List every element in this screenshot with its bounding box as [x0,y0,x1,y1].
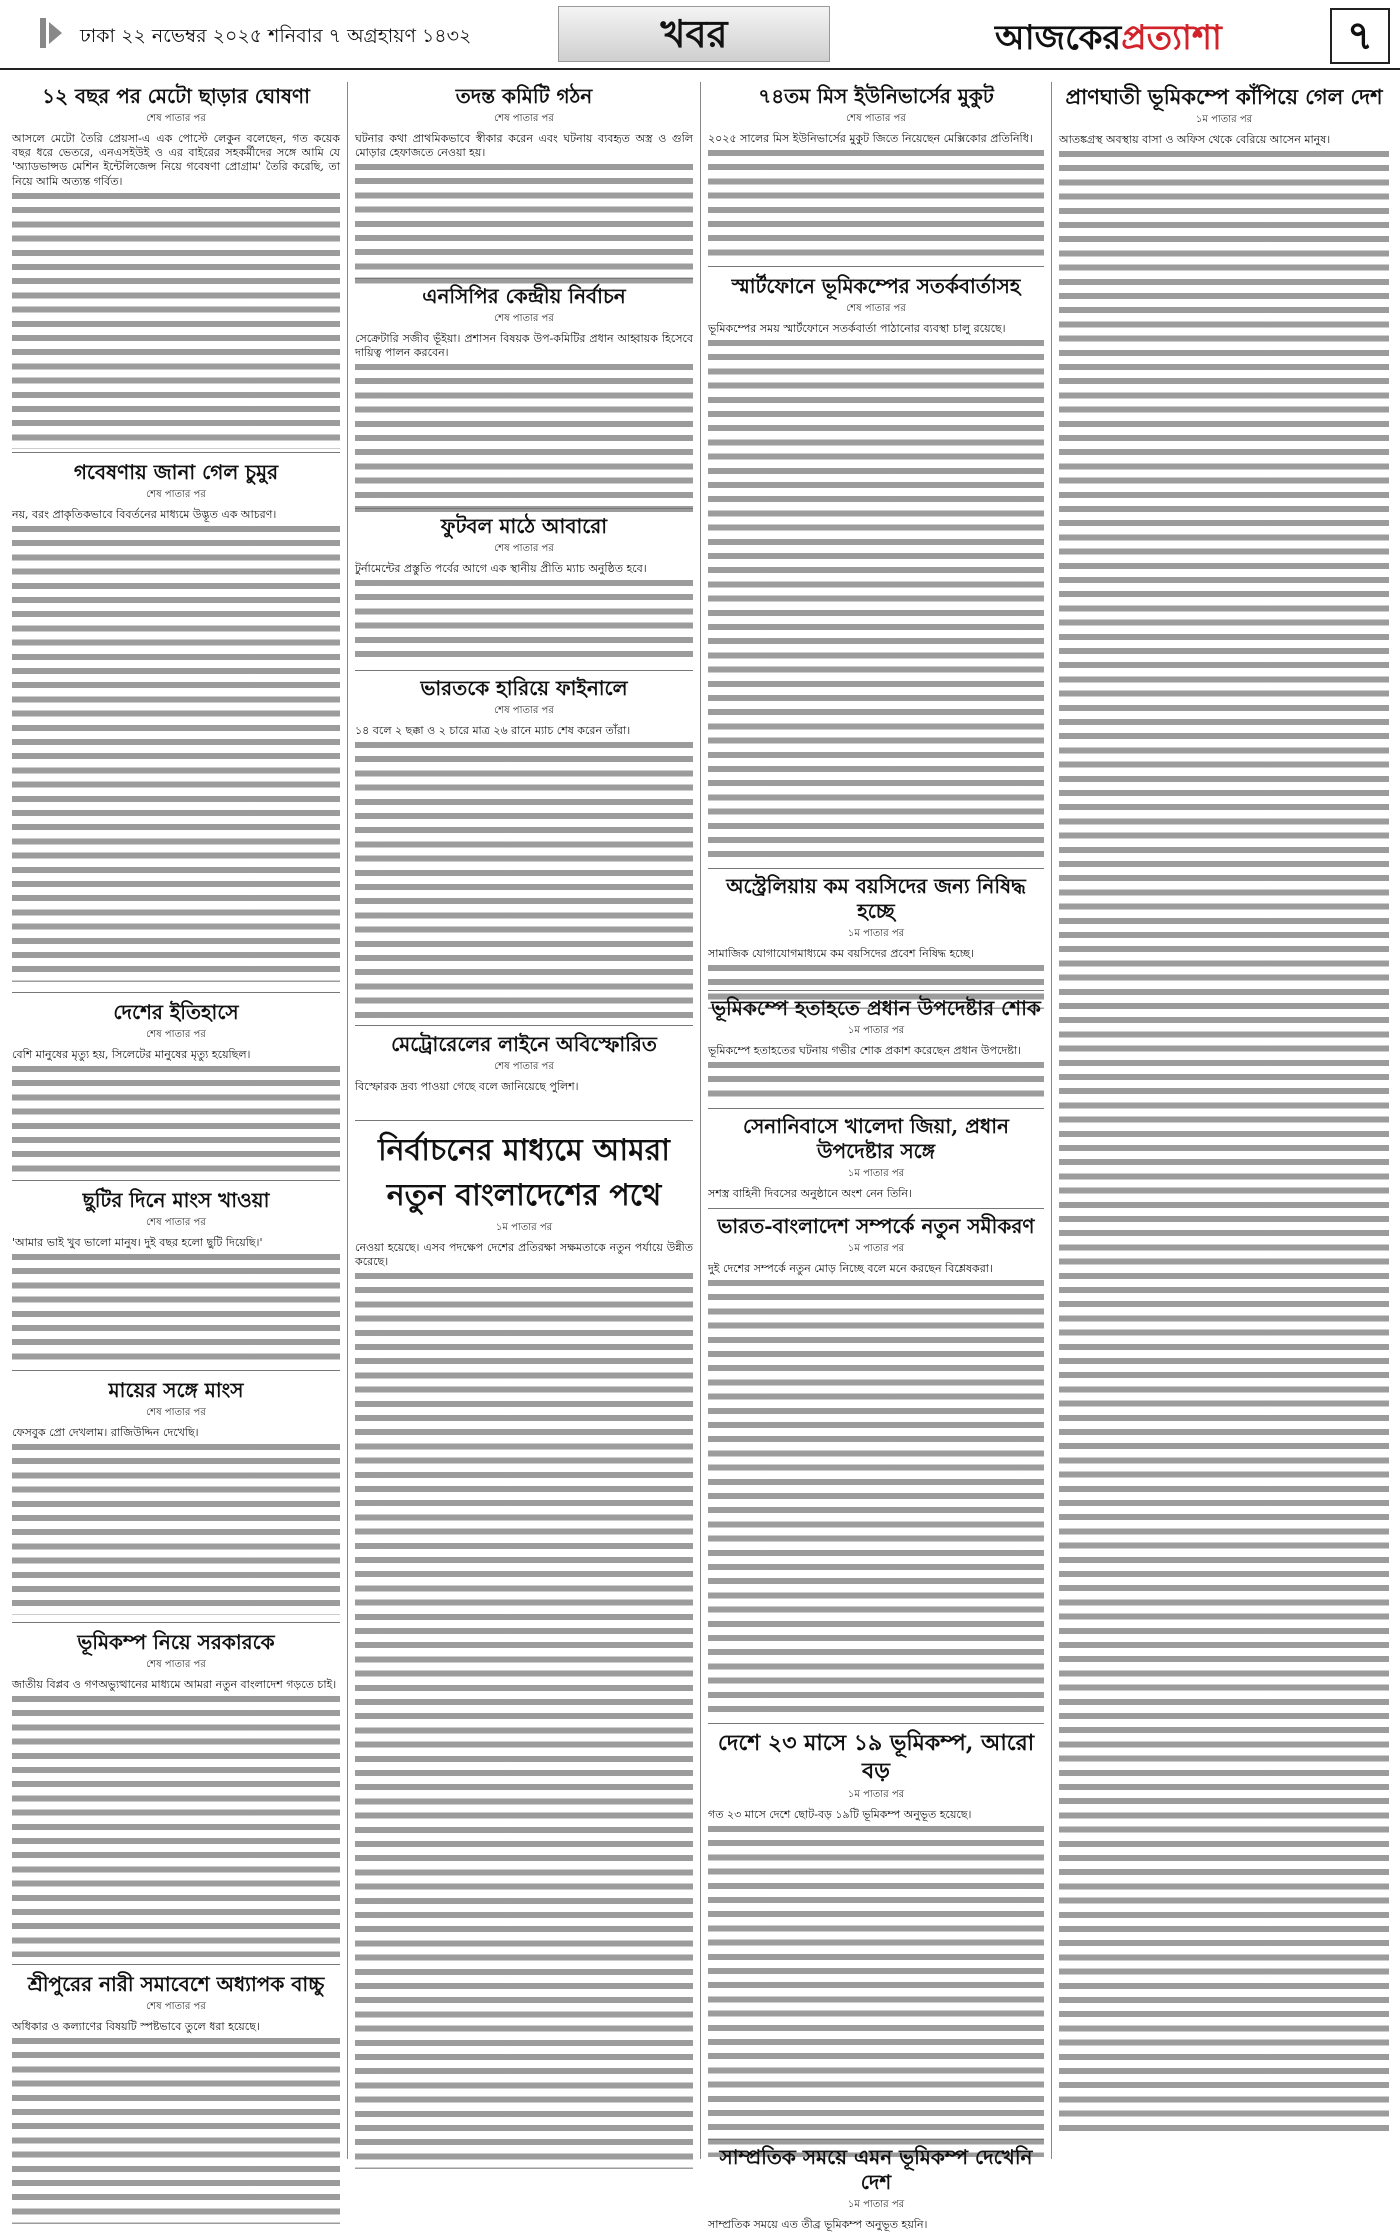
article-body [708,1058,1044,1103]
article [355,512,693,664]
divider [708,1108,1044,1109]
continued-label: শেষ পাতার পর [146,113,206,124]
divider [12,452,340,453]
article-lead: গত ২৩ মাসে দেশে ছোট-বড় ১৯টি ভূমিকম্প অনুভূত হয়েছে। [708,1808,972,1821]
continued-label: শেষ পাতার পর [146,1217,206,1228]
article [708,1112,1044,1202]
article-body [355,160,693,285]
continued-label: ১ম পাতার পর [847,1025,905,1036]
article-headline: ছুটির দিনে মাংস খাওয়া [82,1188,270,1212]
article-lead: সেক্রেটারি সজীব ভূঁইয়া। প্রশাসন বিষয়ক উপ-কমিটির প্রধান আহ্বায়ক হিসেবে দায়িত্ব পালন করবেন। [355,332,693,360]
article-headline: ভারতকে হারিয়ে ফাইনালে [420,676,628,700]
logo-accent: প্রত্যাশা [1121,18,1222,58]
continued-label: শেষ পাতার পর [494,1061,554,1072]
article [708,872,1044,984]
continued-label: শেষ পাতার পর [494,313,554,324]
continued-label: শেষ পাতার পর [146,1029,206,1040]
column-rule [347,82,348,2159]
article [708,272,1044,862]
article [355,674,693,1019]
continued-label: শেষ পাতার পর [846,113,906,124]
article-body [12,2034,340,2224]
article-headline: মায়ের সঙ্গে মাংস [108,1378,244,1402]
divider [708,2139,1044,2140]
article-lead: অধিকার ও কল্যাণের বিষয়টি স্পষ্টভাবে তুলে ধরা হয়েছে। [12,2020,260,2033]
column-c [708,82,1044,2231]
article-headline: গবেষণায় জানা গেল চুমুর [73,460,279,484]
article-lead: ঘটনার কথা প্রাথমিকভাবে স্বীকার করেন এবং ঘটনায় ব্যবহৃত অস্ত্র ও গুলি মোড়ার হেফাজতে নেওয়া হয়। [355,132,693,160]
article-body [12,189,340,449]
continued-label: শেষ পাতার পর [494,113,554,124]
continued-label: শেষ পাতার পর [146,1407,206,1418]
article-body [12,1062,340,1172]
continued-label: ১ম পাতার পর [847,1789,905,1800]
article-body [12,1250,340,1360]
article-lead: সামাজিক যোগাযোগমাধ্যমে কম বয়সিদের প্রবেশ নিষিদ্ধ হচ্ছে। [708,947,975,960]
divider [708,266,1044,267]
page-arrow-icon [40,18,62,48]
article-headline: মেট্রোরেলের লাইনে অবিস্ফোরিত [391,1032,657,1056]
divider [708,1208,1044,1209]
divider [12,1180,340,1181]
section-title: খবর [558,6,830,62]
article-lead: ভূমিকম্পে হতাহতের ঘটনায় গভীর শোক প্রকাশ করেছেন প্রধান উপদেষ্টা। [708,1044,1022,1057]
article-lead: সশস্ত্র বাহিনী দিবসের অনুষ্ঠানে অংশ নেন তিনি। [708,1187,912,1200]
divider [708,1723,1044,1724]
article-body [708,146,1044,256]
article-headline: সাম্প্রতিক সময়ে এমন ভূমিকম্প দেখেনি দেশ [719,2145,1033,2194]
article-body [708,1276,1044,1716]
continued-label: শেষ পাতার পর [146,2001,206,2012]
article-body [12,522,340,982]
continued-label: শেষ পাতার পর [146,1659,206,1670]
continued-label: ১ম পাতার পর [847,928,905,939]
divider [12,1370,340,1371]
page-number: ৭ [1330,8,1390,64]
article-body [355,1269,693,2169]
article-lead: সাম্প্রতিক সময়ে এত তীব্র ভূমিকম্প অনুভূত হয়নি। [708,2218,928,2231]
article [708,1728,1044,2133]
continued-label: ১ম পাতার পর [847,1168,905,1179]
divider [355,508,693,509]
article-lead: নেওয়া হয়েছে। এসব পদক্ষেপ দেশের প্রতিরক্ষা সক্ষমতাকে নতুন পর্যায়ে উন্নীত করেছে। [355,1241,693,1269]
article-lead: দুই দেশের সম্পর্কে নতুন মোড় নিচ্ছে বলে মনে করছেন বিশ্লেষকরা। [708,1262,993,1275]
divider [12,1622,340,1623]
article-headline: দেশে ২৩ মাসে ১৯ ভূমিকম্প, আরো বড় [717,1730,1035,1784]
article-headline: নির্বাচনের মাধ্যমে আমরা নতুন বাংলাদেশের পথে [378,1133,670,1213]
article-headline: অস্ট্রেলিয়ায় কম বয়সিদের জন্য নিষিদ্ধ হচ্ছে [726,874,1026,923]
article [12,1376,340,1616]
continued-label: ১ম পাতার পর [847,1243,905,1254]
article [355,82,693,272]
article-lead: ভূমিকম্পের সময় স্মার্টফোনে সতর্কবার্তা পাঠানোর ব্যবস্থা চালু রয়েছে। [708,322,1006,335]
article-headline: ভারত-বাংলাদেশ সম্পর্কে নতুন সমীকরণ [717,1214,1035,1238]
continued-label: শেষ পাতার পর [494,705,554,716]
article-headline: ১২ বছর পর মেটো ছাড়ার ঘোষণা [42,84,310,108]
article [12,998,340,1174]
article-headline: ৭৪তম মিস ইউনিভার্সের মুকুট [758,84,994,108]
continued-label: ১ম পাতার পর [1195,114,1253,126]
divider [355,278,693,279]
article [12,1970,340,2159]
article-lead: বেশি মানুষের মৃত্যু হয়, সিলেটের মানুষের মৃত্যু হয়েছিল। [12,1048,251,1061]
article-body [355,360,693,515]
column-b [355,82,693,2159]
column-a [12,82,340,2159]
article-headline: ফুটবল মাঠে আবারো [440,514,608,538]
article-lead: টুর্নামেন্টের প্রস্তুতি পর্বের আগে এক স্থানীয় প্রীতি ম্যাচ অনুষ্ঠিত হবে। [355,562,647,575]
article [1059,82,1389,2159]
article-lead: ১৪ বলে ২ ছক্কা ও ২ চারে মাত্র ২৬ রানে ম্যাচ শেষ করেন তাঁরা। [355,724,631,737]
date-line: ঢাকা ২২ নভেম্বর ২০২৫ শনিবার ৭ অগ্রহায়ণ ১৪৩২ [80,25,472,47]
column-rule [700,82,701,2159]
article-body [708,1822,1044,2157]
article [12,82,340,447]
article [12,1628,340,1958]
article [708,994,1044,1102]
continued-label: শেষ পাতার পর [146,489,206,500]
masthead [0,0,1400,70]
article-body [12,1692,340,1957]
article [708,82,1044,260]
divider [355,1120,693,1121]
article-lead: 'আমার ভাই খুব ভালো মানুষ। দুই বছর হলো ছুটি দিয়েছি।' [12,1236,263,1249]
article-body [708,336,1044,861]
article-headline: প্রাণঘাতী ভূমিকম্পে কাঁপিয়ে গেল দেশ [1065,84,1383,109]
article-lead: আসলে মেটো তৈরি প্রেয়সা-এ এক পোস্টে লেকুন বলেছেন, গত কয়েক বছর ধরে ভেতরে, এনএসইউই ও এর বাইরের সহকর্মীদের সঙ্গে আমি যে 'অ্যাডভান্সড মেশিন ইন্টেলিজেন্স নিয়ে গবেষণা প্রোগ্রাম' তৈরি করেছি, তা নিয়ে আমি অত্যন্ত গর্বিত। [12,132,340,188]
continued-label: শেষ পাতার পর [494,543,554,554]
article-lead: বিস্ফোরক দ্রব্য পাওয়া গেছে বলে জানিয়েছে পুলিশ। [355,1080,579,1093]
article [12,1186,340,1364]
divider [708,868,1044,869]
article-body [355,738,693,1018]
continued-label: শেষ পাতার পর [846,303,906,314]
article-body [12,1440,340,1615]
article-body [355,576,693,664]
column-d [1059,82,1389,2159]
article-body [1059,147,1389,2132]
divider [12,992,340,993]
article-headline: ভূমিকম্পে হতাহতে প্রধান উপদেষ্টার শোক [711,996,1041,1020]
article-lead: জাতীয় বিপ্লব ও গণঅভ্যুত্থানের মাধ্যমে আমরা নতুন বাংলাদেশ গড়তে চাই। [12,1678,337,1691]
article-headline: সেনানিবাসে খালেদা জিয়া, প্রধান উপদেষ্টার সঙ্গে [742,1114,1009,1163]
article-lead: নয়, বরং প্রাকৃতিকভাবে বিবর্তনের মাধ্যমে উদ্ভূত এক আচরণ। [12,508,277,521]
divider [12,1964,340,1965]
article [12,458,340,986]
article-headline: তদন্ত কমিটি গঠন [455,84,593,108]
article-headline: শ্রীপুরের নারী সমাবেশে অধ্যাপক বাচ্চু [27,1972,325,1996]
continued-label: ১ম পাতার পর [495,1222,553,1233]
divider [708,990,1044,991]
article [355,282,693,502]
newspaper-logo [995,12,1222,69]
article-lead: ২০২৫ সালের মিস ইউনিভার্সের মুকুট জিতে নিয়েছেন মেক্সিকোর প্রতিনিধি। [708,132,1033,145]
divider [355,1025,693,1026]
continued-label: ১ম পাতার পর [847,2199,905,2210]
divider [355,670,693,671]
article-lead: ফেসবুক প্রো দেখলাম। রাজিউদ্দিন দেখেছি। [12,1426,199,1439]
article-lead: আতঙ্কগ্রস্থ অবস্থায় বাসা ও অফিস থেকে বেরিয়ে আসেন মানুষ। [1059,133,1331,147]
column-rule [1051,82,1052,2159]
article-headline: দেশের ইতিহাসে [113,1000,239,1024]
article [355,1126,693,2159]
article [708,2143,1044,2231]
article-headline: ভূমিকম্প নিয়ে সরকারকে [77,1630,275,1654]
article [355,1030,693,1114]
article-headline: এনসিপির কেন্দ্রীয় নির্বাচন [422,284,626,308]
article [708,1212,1044,1717]
logo-prefix: আজকের [995,18,1122,58]
article-headline: স্মার্টফোনে ভূমিকম্পের সতর্কবার্তাসহ [731,274,1021,298]
